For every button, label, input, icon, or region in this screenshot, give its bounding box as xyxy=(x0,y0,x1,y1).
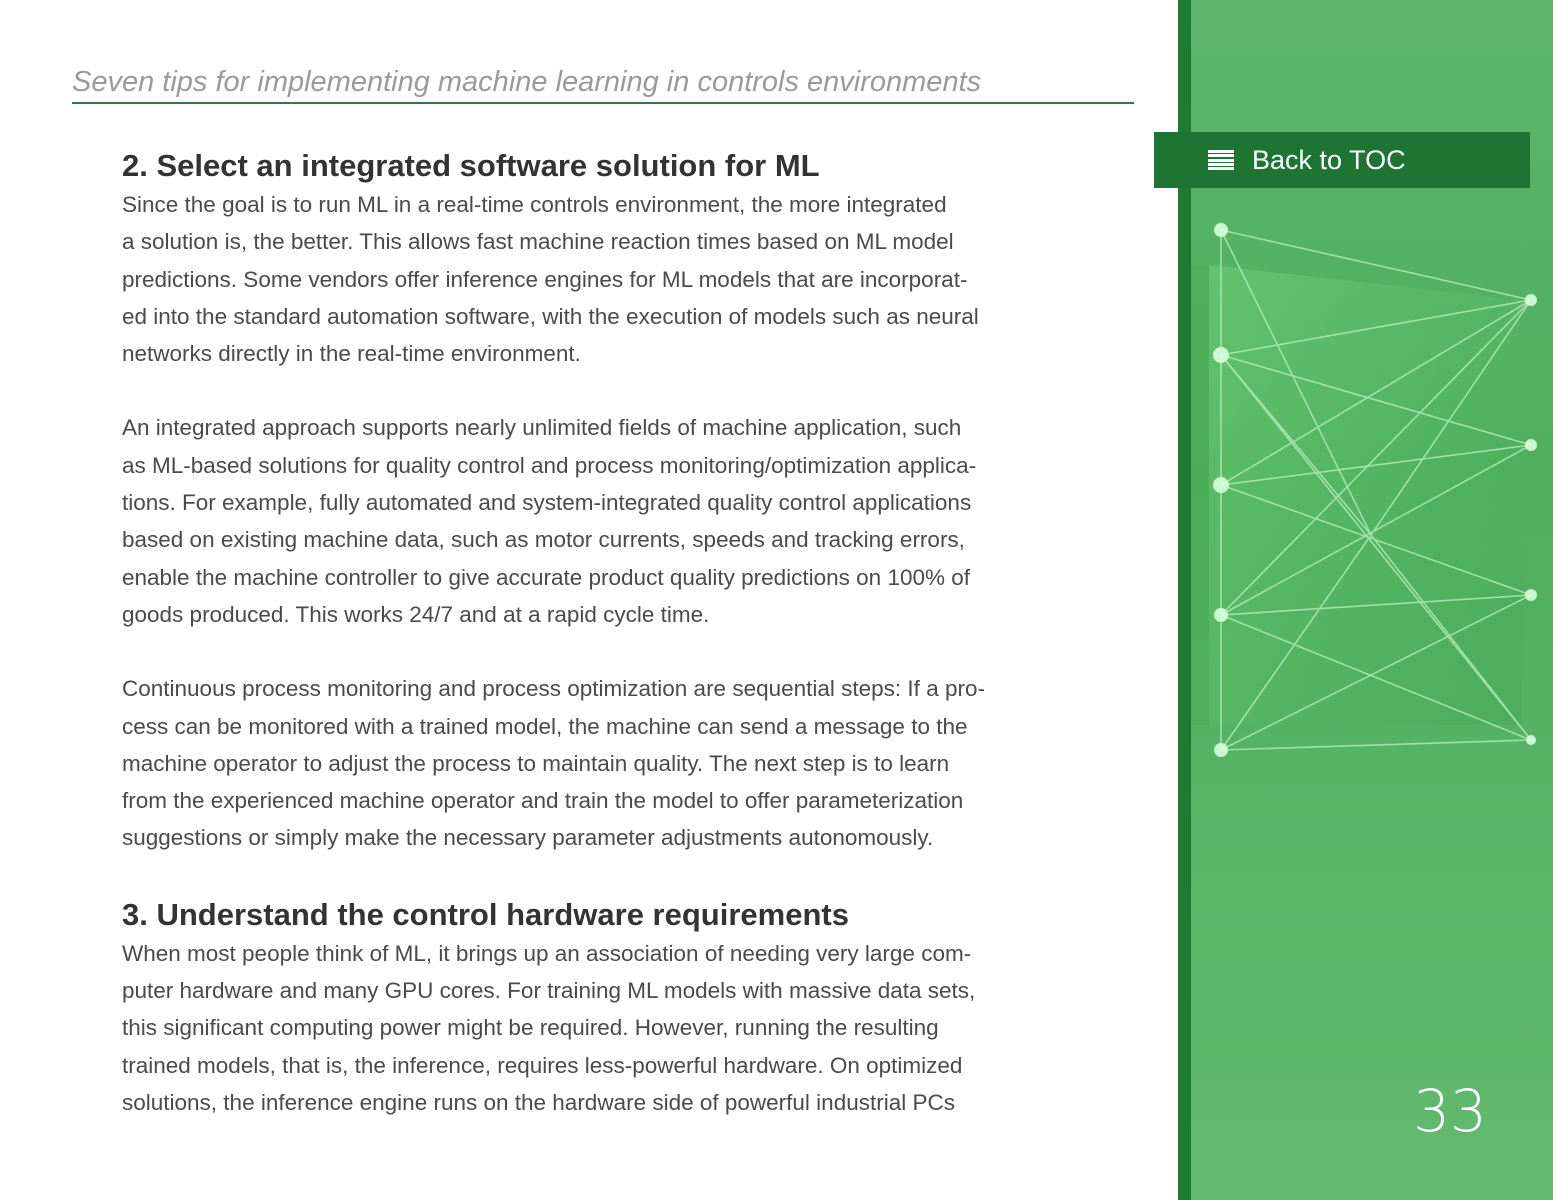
text-line: Since the goal is to run ML in a real-time controls environment, the more integrated xyxy=(122,192,947,217)
text-line: as ML-based solutions for quality control and process monitoring/optimization applica- xyxy=(122,452,977,478)
text-line: puter hardware and many GPU cores. For training ML models with massive data sets, xyxy=(122,978,976,1004)
page-number: 33 xyxy=(1413,1077,1487,1145)
text-line: ed into the standard automation software, with the execution of models such as neural xyxy=(122,303,979,329)
article-body xyxy=(122,146,1122,1121)
text-line: When most people think of ML, it brings up an association of needing very large com- xyxy=(122,940,972,966)
section-heading-3: 3. Understand the control hardware requirements xyxy=(122,896,849,932)
back-to-toc-label: Back to TOC xyxy=(1252,145,1406,175)
text-line: this significant computing power might be required. However, running the resulting xyxy=(122,1015,939,1041)
text-line: a solution is, the better. This allows fast machine reaction times based on ML model xyxy=(122,229,954,255)
text-line: solutions, the inference engine runs on the hardware side of powerful industrial PCs xyxy=(122,1089,955,1115)
text-line: tions. For example, fully automated and system-integrated quality control applications xyxy=(122,490,972,516)
text-line: An integrated approach supports nearly unlimited fields of machine application, such xyxy=(122,415,962,441)
text-line: networks directly in the real-time environment. xyxy=(122,341,581,367)
text-line: machine operator to adjust the process to maintain quality. The next step is to learn xyxy=(122,750,950,776)
text-line: based on existing machine data, such as motor currents, speeds and tracking errors, xyxy=(122,527,965,553)
paragraph xyxy=(122,670,1122,856)
paragraph xyxy=(122,935,1122,1121)
list-icon xyxy=(1208,150,1234,170)
text-line: suggestions or simply make the necessary parameter adjustments autonomously. xyxy=(122,825,934,851)
section-heading-2: 2. Select an integrated software solution for ML xyxy=(122,148,820,183)
neural-network-graphic xyxy=(1191,205,1553,765)
text-line: predictions. Some vendors offer inference engines for ML models that are incorporat- xyxy=(122,266,968,292)
text-line: enable the machine controller to give accurate product quality predictions on 100% of xyxy=(122,564,971,590)
text-line: goods produced. This works 24/7 and at a rapid cycle time. xyxy=(122,601,710,627)
text-line: cess can be monitored with a trained model, the machine can send a message to the xyxy=(122,713,968,739)
text-line: from the experienced machine operator and train the model to offer parameterization xyxy=(122,788,964,814)
paragraph xyxy=(122,186,1122,372)
running-header: Seven tips for implementing machine learning in controls environments xyxy=(72,64,1134,104)
text-line: Continuous process monitoring and process optimization are sequential steps: If a pro- xyxy=(122,676,985,702)
text-line: trained models, that is, the inference, requires less-powerful hardware. On optimized xyxy=(122,1052,963,1078)
back-to-toc-button[interactable] xyxy=(1154,132,1530,188)
paragraph xyxy=(122,409,1122,633)
